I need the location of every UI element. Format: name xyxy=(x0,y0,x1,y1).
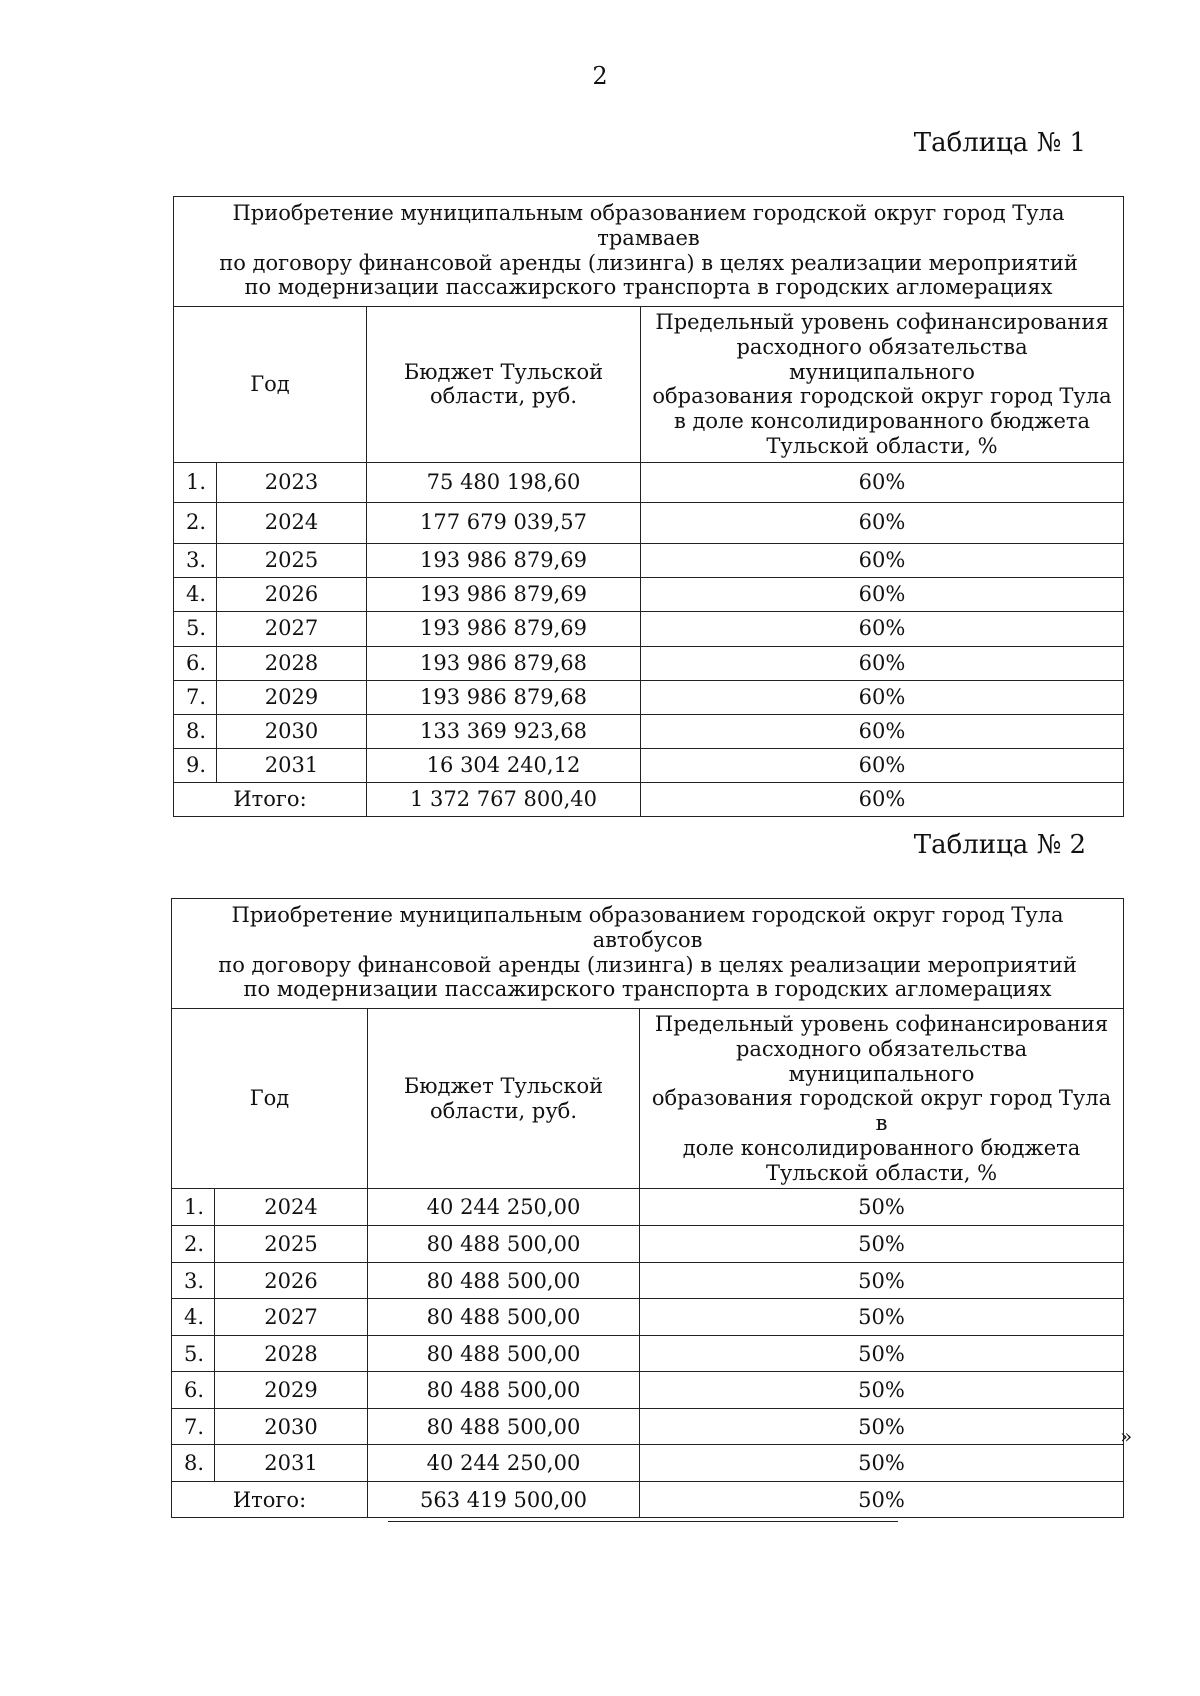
row-number: 5. xyxy=(174,611,217,646)
row-share: 60% xyxy=(641,714,1124,748)
row-share: 50% xyxy=(640,1336,1124,1372)
row-budget: 193 986 879,69 xyxy=(367,611,641,646)
closing-quote: » xyxy=(1120,1424,1133,1448)
row-number: 2. xyxy=(174,502,217,543)
row-budget: 193 986 879,68 xyxy=(367,680,641,714)
table-2-caption: Таблица № 2 xyxy=(913,830,1086,860)
table-1 xyxy=(173,196,1124,817)
table-2 xyxy=(171,898,1124,1518)
total-budget: 563 419 500,00 xyxy=(368,1482,640,1518)
row-number: 7. xyxy=(174,680,217,714)
row-number: 4. xyxy=(172,1299,215,1336)
header-line: доле консолидированного бюджета xyxy=(682,1135,1081,1160)
title-line: Приобретение муниципальным образованием городской округ город Тула автобусов xyxy=(231,903,1064,952)
row-number: 2. xyxy=(172,1226,215,1263)
row-share: 60% xyxy=(641,577,1124,611)
total-share: 50% xyxy=(640,1482,1124,1518)
row-budget: 80 488 500,00 xyxy=(368,1299,640,1336)
row-share: 60% xyxy=(641,543,1124,577)
row-budget: 133 369 923,68 xyxy=(367,714,641,748)
row-share: 60% xyxy=(641,680,1124,714)
table-title xyxy=(174,197,1124,307)
row-year: 2029 xyxy=(217,680,367,714)
table-row xyxy=(174,577,1124,611)
row-number: 6. xyxy=(174,646,217,680)
table-row xyxy=(172,1299,1124,1336)
header-line: Бюджет Тульской xyxy=(403,1073,604,1098)
row-share: 60% xyxy=(641,748,1124,782)
table-row xyxy=(174,502,1124,543)
row-share: 50% xyxy=(640,1263,1124,1299)
row-share: 50% xyxy=(640,1189,1124,1226)
row-share: 50% xyxy=(640,1226,1124,1263)
row-number: 7. xyxy=(172,1409,215,1445)
row-share: 50% xyxy=(640,1299,1124,1336)
header-line: Предельный уровень софинансирования xyxy=(654,1012,1109,1037)
row-number: 3. xyxy=(174,543,217,577)
total-row xyxy=(174,782,1124,816)
table-row xyxy=(172,1336,1124,1372)
row-budget: 40 244 250,00 xyxy=(368,1445,640,1482)
table-row xyxy=(172,1226,1124,1263)
table-row xyxy=(172,1263,1124,1299)
row-budget: 80 488 500,00 xyxy=(368,1409,640,1445)
title-line: Приобретение муниципальным образованием городской округ город Тула трамваев xyxy=(232,201,1065,250)
row-budget: 193 986 879,69 xyxy=(367,577,641,611)
row-budget: 16 304 240,12 xyxy=(367,748,641,782)
row-budget: 75 480 198,60 xyxy=(367,462,641,502)
header-level xyxy=(641,307,1124,463)
row-number: 9. xyxy=(174,748,217,782)
header-line: расходного обязательства муниципального xyxy=(735,1036,1028,1086)
table-row xyxy=(174,646,1124,680)
row-year: 2026 xyxy=(215,1263,368,1299)
row-budget: 80 488 500,00 xyxy=(368,1226,640,1263)
row-year: 2029 xyxy=(215,1372,368,1409)
header-line: Тульской области, % xyxy=(766,433,998,458)
header-line: в доле консолидированного бюджета xyxy=(673,409,1091,434)
row-year: 2027 xyxy=(217,611,367,646)
table-1-caption: Таблица № 1 xyxy=(913,128,1086,158)
row-year: 2031 xyxy=(217,748,367,782)
separator-line xyxy=(388,1521,898,1522)
header-year: Год xyxy=(174,307,367,463)
table-row xyxy=(174,714,1124,748)
total-budget: 1 372 767 800,40 xyxy=(367,782,641,816)
table-row xyxy=(172,1445,1124,1482)
row-budget: 80 488 500,00 xyxy=(368,1336,640,1372)
row-budget: 80 488 500,00 xyxy=(368,1263,640,1299)
row-share: 50% xyxy=(640,1445,1124,1482)
row-share: 60% xyxy=(641,646,1124,680)
table-row xyxy=(174,748,1124,782)
row-number: 5. xyxy=(172,1336,215,1372)
row-number: 3. xyxy=(172,1263,215,1299)
header-budget xyxy=(367,307,641,463)
table-row xyxy=(172,1372,1124,1409)
row-year: 2030 xyxy=(215,1409,368,1445)
row-year: 2024 xyxy=(217,502,367,543)
header-line: образования городской округ город Тула xyxy=(652,384,1112,409)
header-line: области, руб. xyxy=(430,384,577,409)
header-budget xyxy=(368,1009,640,1189)
title-line: по договору финансовой аренды (лизинга) в целях реализации мероприятий xyxy=(219,250,1078,275)
row-year: 2025 xyxy=(215,1226,368,1263)
header-level xyxy=(640,1009,1124,1189)
title-line: по договору финансовой аренды (лизинга) в целях реализации мероприятий xyxy=(218,952,1077,977)
title-line: по модернизации пассажирского транспорта в городских агломерациях xyxy=(243,977,1052,1002)
row-year: 2028 xyxy=(217,646,367,680)
header-line: Предельный уровень софинансирования xyxy=(655,310,1109,335)
table-title xyxy=(172,899,1124,1009)
table-row xyxy=(174,611,1124,646)
table-row xyxy=(174,680,1124,714)
table-row xyxy=(174,462,1124,502)
header-line: образования городской округ город Тула в xyxy=(651,1086,1112,1136)
row-year: 2030 xyxy=(217,714,367,748)
page-number: 2 xyxy=(592,62,608,90)
row-number: 8. xyxy=(174,714,217,748)
row-share: 50% xyxy=(640,1372,1124,1409)
table-row xyxy=(172,1409,1124,1445)
row-budget: 193 986 879,68 xyxy=(367,646,641,680)
row-number: 8. xyxy=(172,1445,215,1482)
row-share: 60% xyxy=(641,462,1124,502)
row-share: 50% xyxy=(640,1409,1124,1445)
title-line: по модернизации пассажирского транспорта в городских агломерациях xyxy=(244,275,1053,300)
row-budget: 40 244 250,00 xyxy=(368,1189,640,1226)
table-row xyxy=(174,543,1124,577)
row-number: 1. xyxy=(174,462,217,502)
row-year: 2023 xyxy=(217,462,367,502)
row-year: 2027 xyxy=(215,1299,368,1336)
row-year: 2031 xyxy=(215,1445,368,1482)
total-share: 60% xyxy=(641,782,1124,816)
header-year: Год xyxy=(172,1009,368,1189)
row-number: 1. xyxy=(172,1189,215,1226)
row-budget: 177 679 039,57 xyxy=(367,502,641,543)
row-year: 2024 xyxy=(215,1189,368,1226)
row-year: 2026 xyxy=(217,577,367,611)
total-label: Итого: xyxy=(172,1482,368,1518)
row-number: 6. xyxy=(172,1372,215,1409)
row-year: 2028 xyxy=(215,1336,368,1372)
header-line: области, руб. xyxy=(430,1098,577,1123)
header-line: Бюджет Тульской xyxy=(403,359,604,384)
row-budget: 193 986 879,69 xyxy=(367,543,641,577)
header-line: расходного обязательства муниципального xyxy=(736,334,1028,384)
row-budget: 80 488 500,00 xyxy=(368,1372,640,1409)
row-share: 60% xyxy=(641,502,1124,543)
row-share: 60% xyxy=(641,611,1124,646)
table-row xyxy=(172,1189,1124,1226)
total-label: Итого: xyxy=(174,782,367,816)
row-number: 4. xyxy=(174,577,217,611)
header-line: Тульской области, % xyxy=(765,1160,998,1185)
row-year: 2025 xyxy=(217,543,367,577)
total-row xyxy=(172,1482,1124,1518)
